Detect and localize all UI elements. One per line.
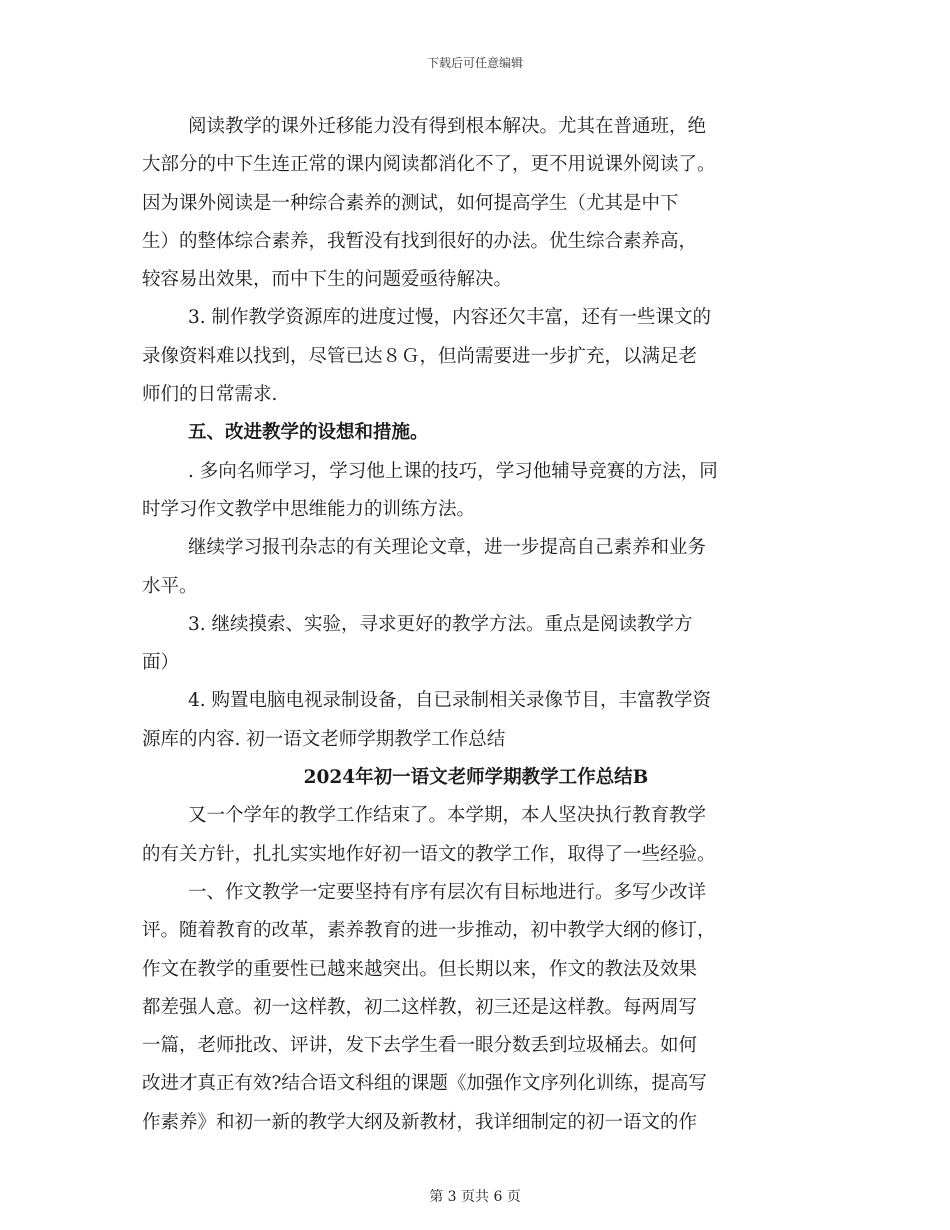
text-line: 因为课外阅读是一种综合素养的测试，如何提高学生（尤其是中下: [142, 192, 679, 214]
text-line: 又一个学年的教学工作结束了。本学期，本人坚决执行教育教学: [188, 805, 707, 827]
page-footer: 第 3 页共 6 页: [429, 1189, 521, 1205]
text-line: 改进才真正有效?结合语文科组的课题《加强作文序列化训练，提高写: [142, 1073, 707, 1095]
text-line: 大部分的中下生连正常的课内阅读都消化不了，更不用说课外阅读了。: [142, 154, 716, 176]
document-title: 2024年初一语文老师学期教学工作总结B: [303, 767, 649, 789]
text-line: 较容易出效果，而中下生的问题爱亟待解决。: [142, 269, 513, 291]
text-line: 评。随着教育的改革，素养教育的进一步推动，初中教学大纲的修订，: [142, 920, 716, 942]
text-line: 师们的日常需求.: [142, 384, 278, 406]
text-line: . 多向名师学习，学习他上课的技巧，学习他辅导竞赛的方法，同: [188, 460, 718, 482]
document-body: [142, 108, 810, 1142]
text-line: 阅读教学的课外迁移能力没有得到根本解决。尤其在普通班，绝: [188, 116, 707, 137]
text-line: 4. 购置电脑电视录制设备，自已录制相关录像节目，丰富教学资: [188, 690, 712, 712]
text-line: 水平。: [142, 575, 198, 597]
text-line: 都差强人意。初一这样教，初二这样教，初三还是这样教。每两周写: [142, 996, 698, 1018]
text-line: 作素养》和初一新的教学大纲及新教材，我详细制定的初一语文的作: [142, 1111, 698, 1133]
text-line: 继续学习报刊杂志的有关理论文章，进一步提高自己素养和业务: [188, 537, 707, 559]
text-line: 录像资料难以找到，尽管已达８Ｇ，但尚需要进一步扩充，以满足老: [142, 345, 698, 367]
text-line: 作文在教学的重要性已越来越突出。但长期以来，作文的教法及效果: [142, 958, 698, 980]
text-line: 3. 制作教学资源库的进度过慢，内容还欠丰富，还有一些课文的: [188, 307, 712, 329]
text-line: 的有关方针，扎扎实实地作好初一语文的教学工作，取得了一些经验。: [142, 843, 716, 865]
text-line: 面）: [142, 652, 180, 674]
text-line: 一篇，老师批改、评讲，发下去学生看一眼分数丢到垃圾桶去。如何: [142, 1035, 698, 1057]
text-line: 生）的整体综合素养，我暂没有找到很好的办法。优生综合素养高，: [142, 230, 698, 252]
page-header: 下载后可任意编辑: [426, 56, 523, 70]
text-line: 3. 继续摸索、实验，寻求更好的教学方法。重点是阅读教学方: [188, 613, 693, 635]
text-line: 时学习作文教学中思维能力的训练方法。: [142, 498, 476, 520]
text-line: 源库的内容. 初一语文老师学期教学工作总结: [142, 728, 506, 750]
section-heading: 五、改进教学的设想和措施。: [188, 422, 429, 444]
text-line: 一、作文教学一定要坚持有序有层次有目标地进行。多写少改详: [188, 881, 707, 903]
